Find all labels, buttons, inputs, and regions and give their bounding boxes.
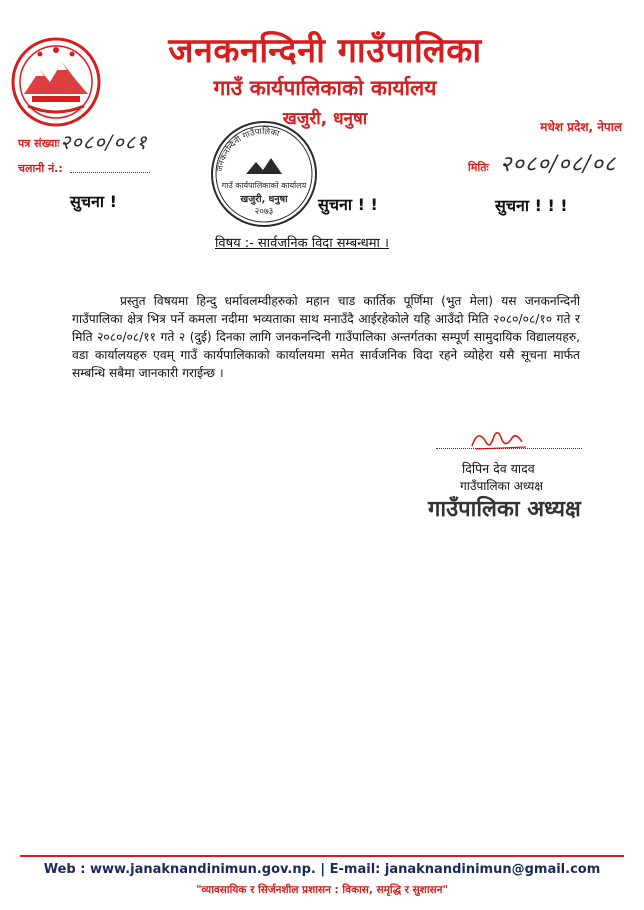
signatory-name: दिपिन देव यादव (462, 461, 535, 476)
date-handwritten: २०८०/०८/०८ (500, 152, 617, 177)
notice-label-1: सुचना ! (70, 192, 117, 211)
stamp-text-line3: खजुरी, धनुषा (240, 194, 288, 205)
office-subtitle: गाउँ कार्यपालिकाको कार्यालय (213, 76, 437, 100)
notice-body: प्रस्तुत विषयमा हिन्दु धर्मावलम्वीहरुको महान चाड कार्तिक पूर्णिमा (भुत मेला) यस जनकनन्दिनी गाउँपालिका क्षेत्र भित्र पर्ने कमला नदीमा भव्यताका साथ मनाउँदै आईरहेकोले यहि आउँदो मिति २०८०/०८/१० गते र मिति २०८०/०८/११ गते २ (दुई) दिनका लागि जनकनन्दिनी गाउँपालिका अन्तर्गतका सम्पूर्ण सामुदायिक विद्यालयहरु, वडा कार्यालयहरु एवम् गाउँ कार्यपालिकाको कार्यालयमा समेत सार्वजनिक विदा रहने व्योहेरा यसै सूचना मार्फत सम्बन्धि सबैमा जानकारी गराईन्छ । (72, 294, 580, 380)
chalani-blank-line (70, 172, 150, 173)
miti-label: मितिः (468, 161, 489, 174)
chalani-label: चलानी नं.: (18, 162, 63, 175)
signature (466, 424, 536, 454)
stamp-text-line2: गाउँ कार्यपालिकाको कार्यालय (221, 181, 307, 190)
footer-contact: Web : www.janaknandinimun.gov.np. | E-mail: janaknandinimun@gmail.com (43, 862, 601, 877)
municipality-title: जनकनन्दिनी गाउँपालिका (168, 31, 482, 71)
designation-stamp: गाउँपालिका अध्यक्ष (428, 497, 581, 522)
footer-slogan: "व्यावसायिक र सिर्जनशील प्रशासन : विकास, समृद्धि र सुशासन" (196, 884, 448, 896)
footer-divider (20, 855, 624, 857)
patra-label: पत्र संख्याः (18, 137, 60, 150)
office-stamp (208, 118, 320, 230)
signature-line (436, 448, 582, 449)
province-label: मधेश प्रदेश, नेपाल (540, 120, 622, 134)
notice-label-2: सुचना ! ! (318, 195, 378, 214)
patra-number-handwritten: २०८०/०८१ (60, 130, 148, 154)
office-location: खजुरी, धनुषा (282, 109, 368, 129)
stamp-year: २०७३ (254, 207, 274, 217)
subject-line: विषय :- सार्वजनिक विदा सम्बन्धमा । (215, 236, 389, 251)
municipality-emblem-icon (10, 36, 102, 128)
notice-label-3: सुचना ! ! ! (495, 196, 568, 215)
stamp-text-line1: जनकनन्दिनी गाउँपालिका (215, 126, 281, 173)
signatory-designation: गाउँपालिका अध्यक्ष (460, 479, 543, 493)
stamp-mountain-icon (246, 158, 282, 174)
